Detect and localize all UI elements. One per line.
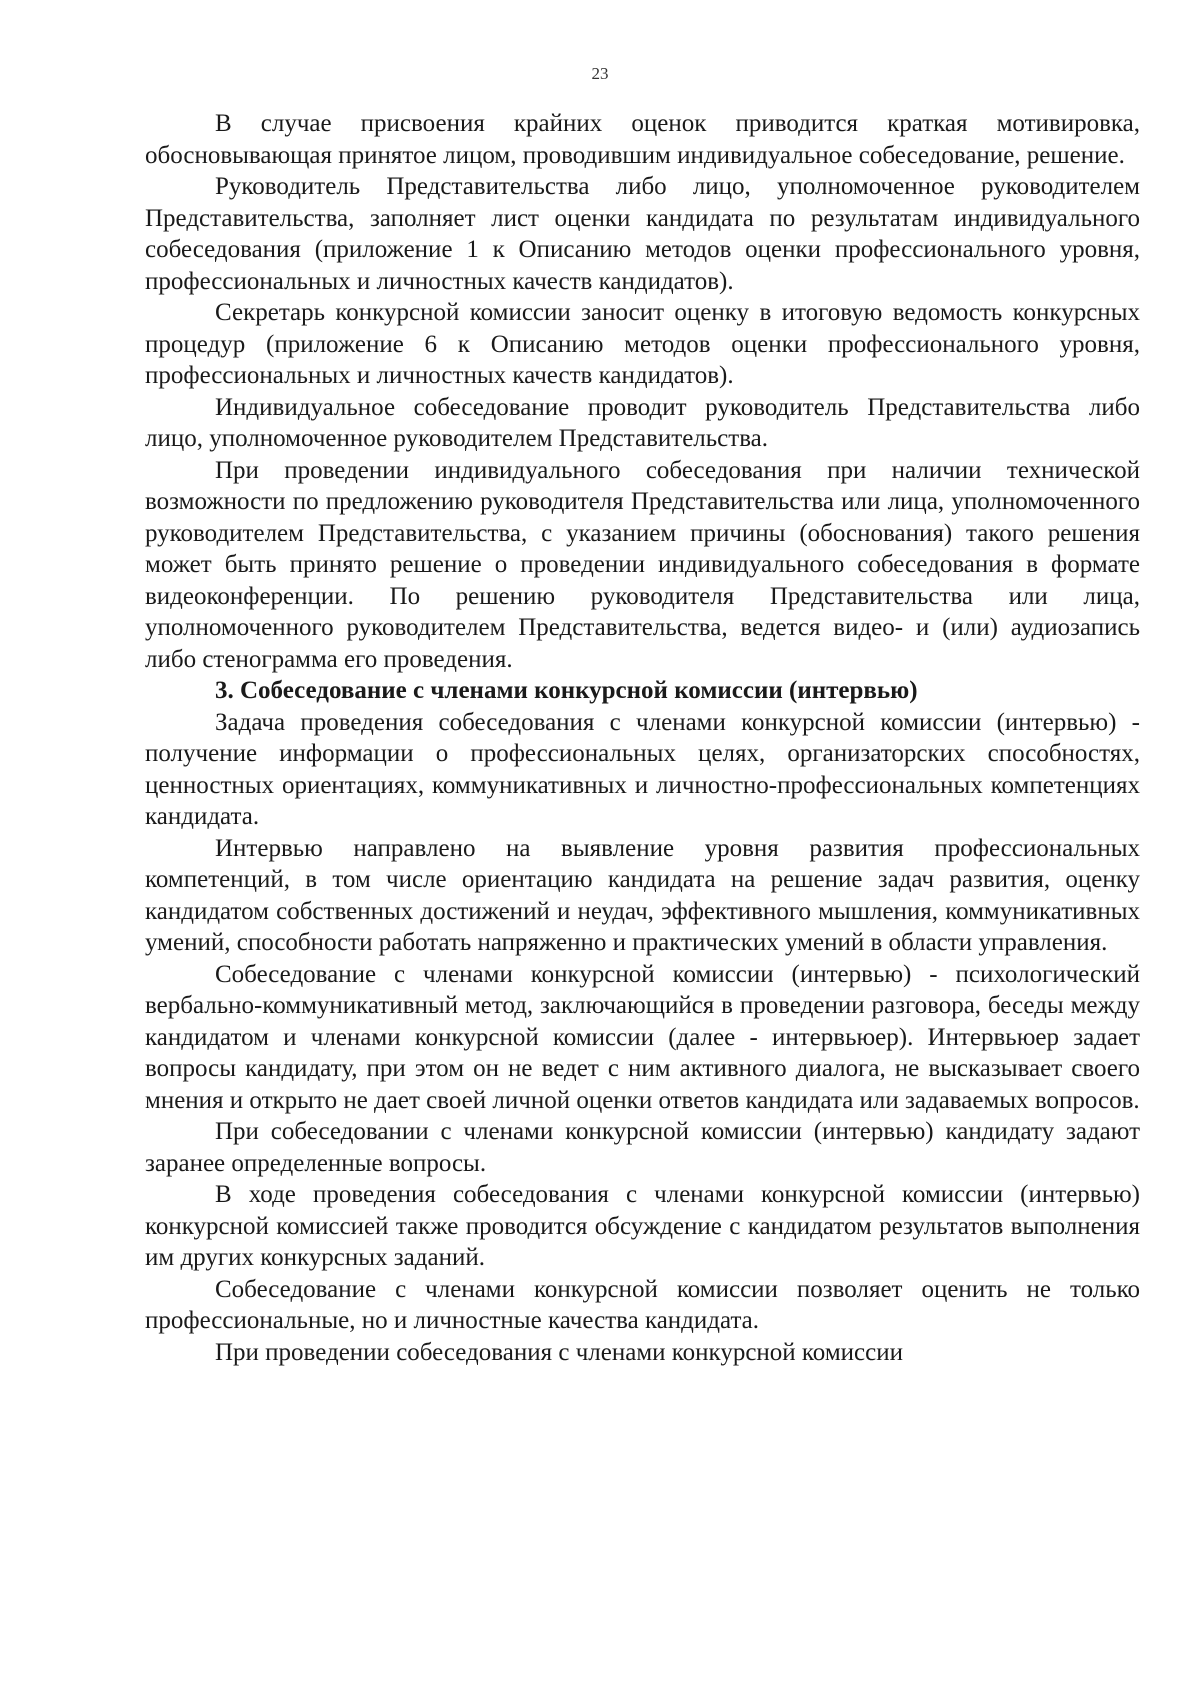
paragraph: Секретарь конкурсной комиссии заносит оценку в итоговую ведомость конкурсных процедур (приложение 6 к Описанию методов оценки профессионального уровня, профессиональных и личностных качеств кандидатов). bbox=[145, 299, 1140, 389]
paragraph: Задача проведения собеседования с членами конкурсной комиссии (интервью) - получение информации о профессиональных целях, организаторских способностях, ценностных ориентациях, коммуникативных и личностно-профессиональных компетенциях кандидата. bbox=[145, 708, 1140, 830]
paragraph: Индивидуальное собеседование проводит руководитель Представительства либо лицо, уполномоченное руководителем Представительства. bbox=[145, 393, 1140, 452]
paragraph: При проведении индивидуального собеседования при наличии технической возможности по предложению руководителя Представительства или лица, уполномоченного руководителем Представительства, с указанием причины (обоснования) такого решения может быть принято решение о проведении индивидуального собеседования в формате видеоконференции. По решению руководителя Представительства или лица, уполномоченного руководителем Представительства, ведется видео- и (или) аудиозапись либо стенограмма его проведения. bbox=[145, 456, 1140, 673]
paragraph: Руководитель Представительства либо лицо, уполномоченное руководителем Представительства, заполняет лист оценки кандидата по результатам индивидуального собеседования (приложение 1 к Описанию методов оценки профессионального уровня, профессиональных и личностных качеств кандидатов). bbox=[145, 173, 1140, 295]
page-number: 23 bbox=[591, 64, 609, 83]
paragraph: Собеседование с членами конкурсной комиссии позволяет оценить не только профессиональные, но и личностные качества кандидата. bbox=[145, 1275, 1140, 1334]
paragraph: Интервью направлено на выявление уровня развития профессиональных компетенций, в том числе ориентацию кандидата на решение задач развития, оценку кандидатом собственных достижений и неудач, эффективного мышления, коммуникативных умений, способности работать напряженно и практических умений в области управления. bbox=[145, 834, 1140, 956]
section-heading: 3. Собеседование с членами конкурсной комиссии (интервью) bbox=[215, 677, 918, 704]
document-body bbox=[145, 108, 1140, 1368]
paragraph: В ходе проведения собеседования с членами конкурсной комиссии (интервью) конкурсной комиссией также проводится обсуждение с кандидатом результатов выполнения им других конкурсных заданий. bbox=[145, 1181, 1140, 1271]
paragraph: При проведении собеседования с членами конкурсной комиссии bbox=[215, 1338, 903, 1366]
paragraph: При собеседовании с членами конкурсной комиссии (интервью) кандидату задают заранее определенные вопросы. bbox=[145, 1118, 1140, 1177]
paragraph: Собеседование с членами конкурсной комиссии (интервью) - психологический вербально-коммуникативный метод, заключающийся в проведении разговора, беседы между кандидатом и членами конкурсной комиссии (далее - интервьюер). Интервьюер задает вопросы кандидату, при этом он не ведет с ним активного диалога, не высказывает своего мнения и открыто не дает своей личной оценки ответов кандидата или задаваемых вопросов. bbox=[145, 960, 1140, 1114]
paragraph: В случае присвоения крайних оценок приводится краткая мотивировка, обосновывающая принятое лицом, проводившим индивидуальное собеседование, решение. bbox=[145, 110, 1140, 169]
